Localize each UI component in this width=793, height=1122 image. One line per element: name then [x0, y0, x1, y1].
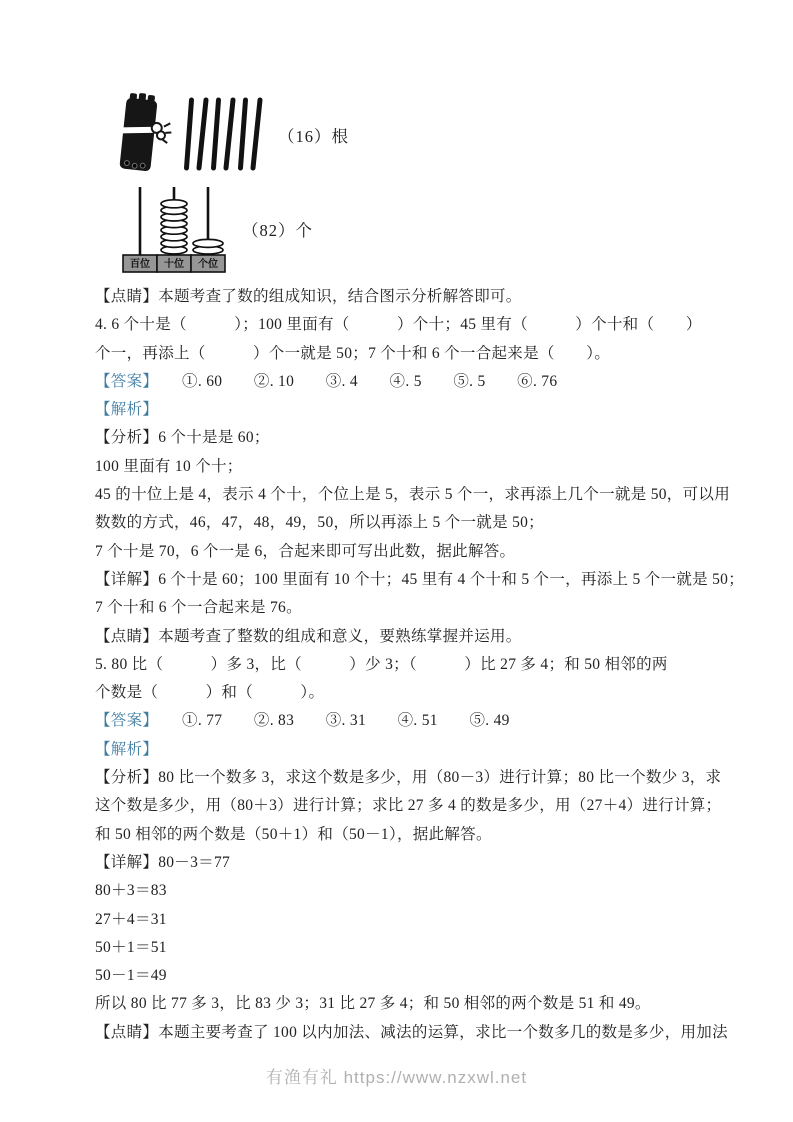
text-line	[95, 368, 735, 396]
abacus-column-label-tens: 十位	[164, 259, 184, 270]
document-body-text	[95, 283, 745, 1047]
line-text: 个数是（ ）和（ ）。	[95, 684, 325, 702]
text-line	[95, 509, 735, 537]
text-line	[95, 623, 735, 651]
abacus-base	[123, 255, 225, 272]
loose-sticks-group	[187, 100, 261, 168]
loose-stick	[253, 100, 260, 168]
line-text: 45 的十位上是 4，表示 4 个十，个位上是 5，表示 5 个一，求再添上几个一就是 50，可以用	[95, 486, 731, 504]
text-line	[95, 566, 745, 594]
text-line	[95, 396, 735, 424]
text-line	[95, 990, 735, 1018]
text-line	[95, 849, 735, 877]
line-text: 个一，再添上（ ）个一就是 50；7 个十和 6 个一合起来是（ ）。	[95, 344, 611, 362]
line-text: 这个数是多少，用（80＋3）进行计算；求比 27 多 4 的数是多少，用（27＋4）进行计算；	[95, 797, 722, 815]
text-line	[95, 736, 735, 764]
text-line	[95, 906, 735, 934]
abacus-bead	[193, 239, 223, 247]
text-line	[95, 340, 735, 368]
line-text: 50＋1＝51	[95, 938, 167, 956]
sticks-count-label: （16）根	[278, 127, 349, 146]
text-line	[95, 453, 735, 481]
loose-stick	[241, 100, 246, 168]
abacus-illustration	[120, 183, 232, 275]
line-text: 5. 80 比（ ）多 3，比（ ）少 3；（ ）比 27 多 4；和 50 相邻的两	[95, 655, 668, 673]
loose-stick	[226, 100, 233, 168]
line-text: 【点睛】本题主要考查了 100 以内加法、减法的运算，求比一个数多几的数是多少，用加法	[95, 1023, 728, 1041]
line-text: ①. 77 ②. 83 ③. 31 ④. 51 ⑤. 49	[150, 712, 510, 730]
abacus-column-label-hundreds: 百位	[130, 259, 150, 270]
line-text: 80＋3＝83	[95, 882, 167, 900]
section-label: 【解析】	[95, 401, 159, 419]
line-text: 7 个十和 6 个一合起来是 76。	[95, 599, 302, 617]
line-text: 和 50 相邻的两个数是（50＋1）和（50－1），据此解答。	[95, 825, 492, 843]
line-text: 所以 80 比 77 多 3，比 83 少 3；31 比 27 多 4；和 50 相邻的两个数是 51 和 49。	[95, 995, 651, 1013]
text-line	[95, 821, 735, 849]
text-line	[95, 792, 735, 820]
text-line	[95, 877, 735, 905]
abacus-count-label: （82）个	[242, 221, 313, 240]
abacus-beads-group	[161, 200, 223, 254]
text-line	[95, 594, 735, 622]
line-text: ①. 60 ②. 10 ③. 4 ④. 5 ⑤. 5 ⑥. 76	[150, 372, 558, 390]
line-text: 【分析】80 比一个数多 3，求这个数是多少，用（80－3）进行计算；80 比一个数少 3，求	[95, 769, 722, 787]
abacus-column-label-ones: 个位	[198, 259, 218, 270]
line-text: 【分析】6 个十是是 60；	[95, 429, 270, 447]
line-text: 50－1＝49	[95, 967, 167, 985]
line-text: 4. 6 个十是（ ）；100 里面有（ ）个十；45 里有（ ）个十和（ ）	[95, 316, 702, 334]
sticks-figure	[116, 92, 349, 178]
section-label: 【答案】	[95, 372, 151, 390]
text-line	[95, 962, 735, 990]
line-text: 7 个十是 70，6 个一是 6，合起来即可写出此数，据此解答。	[95, 542, 516, 560]
text-line	[95, 424, 735, 452]
line-text: 27＋4＝31	[95, 910, 167, 928]
sticks-illustration	[116, 92, 268, 178]
abacus-bead	[161, 200, 187, 208]
text-line	[95, 1019, 735, 1047]
text-line	[95, 764, 735, 792]
text-line	[95, 934, 735, 962]
text-line	[95, 481, 735, 509]
text-line	[95, 651, 735, 679]
loose-stick	[187, 100, 192, 168]
line-text: 100 里面有 10 个十；	[95, 457, 243, 475]
line-text: 【点睛】本题考查了数的组成知识，结合图示分析解答即可。	[95, 288, 522, 305]
text-line	[95, 707, 735, 735]
loose-stick	[199, 100, 206, 168]
line-text: 数数的方式，46，47，48，49，50，所以再添上 5 个一就是 50；	[95, 514, 544, 532]
text-line	[95, 679, 735, 707]
line-text: 【详解】80－3＝77	[95, 853, 231, 871]
line-text: 【详解】6 个十是 60；100 里面有 10 个十；45 里有 4 个十和 5 个一，再添上 5 个一就是 50；	[95, 570, 745, 588]
text-line	[95, 311, 735, 339]
text-line	[95, 538, 735, 566]
line-text: 【点睛】本题考查了整数的组成和意义，要熟练掌握并运用。	[95, 627, 522, 645]
section-label: 【解析】	[95, 740, 159, 758]
text-line	[95, 283, 735, 311]
footer-watermark: 有渔有礼 https://www.nzxwl.net	[265, 1068, 528, 1087]
abacus-figure	[120, 183, 313, 275]
stick-bundle	[116, 92, 175, 173]
loose-stick	[214, 100, 219, 168]
section-label: 【答案】	[95, 712, 151, 730]
